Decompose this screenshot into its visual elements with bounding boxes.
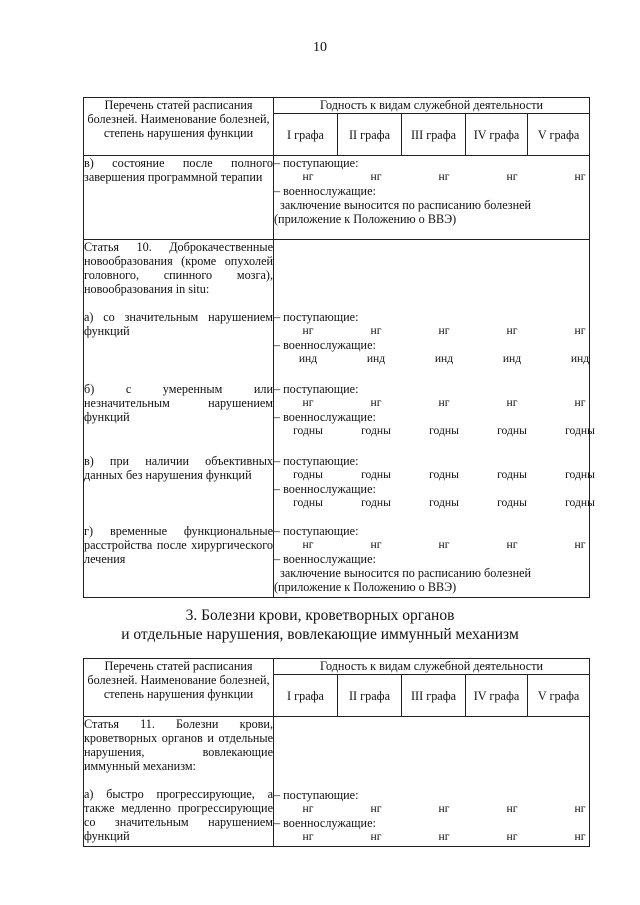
- value-cell: нг: [302, 396, 314, 409]
- value-cell: годны: [429, 496, 459, 509]
- value-cell: нг: [506, 830, 518, 843]
- military-label: – военнослужащие:: [274, 816, 376, 830]
- value-cell: годны: [361, 468, 391, 481]
- value-cell: нг: [438, 396, 450, 409]
- value-cell: инд: [298, 352, 318, 365]
- value-cell: нг: [370, 170, 382, 183]
- entrants-label: – поступающие:: [274, 382, 359, 396]
- header-col-2: II графа: [338, 675, 402, 717]
- article-10-item-v: в) при наличии объективных данных без нарушения функций: [84, 454, 273, 482]
- value-cell: нг: [574, 802, 586, 815]
- value-cell: годны: [293, 496, 323, 509]
- header-col-3: III графа: [402, 114, 466, 156]
- value-cell: нг: [506, 538, 518, 551]
- value-cell: нг: [370, 830, 382, 843]
- table-row: [84, 156, 590, 240]
- section-heading-line2: и отдельные нарушения, вовлекающие иммунный механизм: [121, 626, 519, 643]
- value-cell: нг: [370, 802, 382, 815]
- value-cell: годны: [497, 496, 527, 509]
- entrants-label: – поступающие:: [274, 788, 359, 802]
- value-cell: нг: [302, 170, 314, 183]
- value-cell: нг: [574, 830, 586, 843]
- list-item: [274, 382, 595, 454]
- value-cell: инд: [502, 352, 522, 365]
- entrants-label: – поступающие:: [274, 524, 359, 538]
- entrants-label: – поступающие:: [274, 310, 359, 324]
- value-cell: годны: [293, 468, 323, 481]
- note-line: (приложение к Положению о ВВЭ): [274, 580, 457, 594]
- list-item: [274, 310, 589, 382]
- value-cell: инд: [434, 352, 454, 365]
- header-col-5: V графа: [528, 675, 590, 717]
- value-cell: нг: [370, 324, 382, 337]
- value-cell: годны: [429, 468, 459, 481]
- value-cell: нг: [302, 324, 314, 337]
- value-cell: нг: [506, 396, 518, 409]
- value-cell: нг: [302, 802, 314, 815]
- value-cell: нг: [574, 324, 586, 337]
- military-label: – военнослужащие:: [274, 410, 376, 424]
- value-cell: годны: [565, 468, 595, 481]
- value-cell: нг: [302, 830, 314, 843]
- header-left-cell: Перечень статей расписания болезней. Наименование болезней, степень нарушения функции: [84, 98, 274, 156]
- entrants-values: [274, 170, 589, 184]
- military-label: – военнослужащие:: [274, 482, 376, 496]
- article-10-title: Статья 10. Доброкачественные новообразования (кроме опухолей головного, спинного мозга), новообразования in situ:: [84, 240, 273, 296]
- fitness-table-1: [83, 97, 595, 598]
- header-col-4: IV графа: [466, 114, 528, 156]
- value-cell: годны: [361, 496, 391, 509]
- section-heading-line1: 3. Болезни крови, кроветворных органов: [185, 607, 455, 624]
- value-cell: нг: [574, 538, 586, 551]
- note-line: (приложение к Положению о ВВЭ): [274, 212, 457, 226]
- value-cell: нг: [302, 538, 314, 551]
- note-line: заключение выносится по расписанию болезней: [280, 198, 532, 212]
- value-cell: нг: [438, 830, 450, 843]
- military-label: – военнослужащие:: [274, 184, 376, 198]
- value-cell: нг: [370, 538, 382, 551]
- value-cell: нг: [574, 396, 586, 409]
- military-label: – военнослужащие:: [274, 338, 376, 352]
- header-left-cell: Перечень статей расписания болезней. Наименование болезней, степень нарушения функции: [84, 659, 274, 717]
- fitness-table-2: [83, 658, 590, 847]
- value-cell: годны: [497, 468, 527, 481]
- value-cell: инд: [366, 352, 386, 365]
- value-cell: годны: [497, 424, 527, 437]
- header-fitness-title: Годность к видам служебной деятельности: [274, 98, 590, 114]
- header-col-4: IV графа: [466, 675, 528, 717]
- entrants-label: – поступающие:: [274, 454, 359, 468]
- value-cell: нг: [506, 170, 518, 183]
- article-11-item-a: а) быстро прогрессирующие, а также медленно прогрессирующие со значительным нарушением функций: [84, 787, 273, 843]
- value-cell: нг: [438, 324, 450, 337]
- header-col-3: III графа: [402, 675, 466, 717]
- article-11-title: Статья 11. Болезни крови, кроветворных органов и отдельные нарушения, вовлекающие иммунный механизм:: [84, 717, 273, 773]
- value-cell: нг: [438, 538, 450, 551]
- value-cell: нг: [438, 802, 450, 815]
- value-cell: годны: [361, 424, 391, 437]
- note-line: заключение выносится по расписанию болезней: [280, 566, 532, 580]
- list-item: [274, 524, 589, 594]
- value-cell: годны: [565, 424, 595, 437]
- article-10-item-a: а) со значительным нарушением функций: [84, 310, 273, 338]
- article-10-item-b: б) с умеренным или незначительным нарушением функций: [84, 382, 273, 424]
- header-col-1: I графа: [274, 675, 338, 717]
- value-cell: нг: [438, 170, 450, 183]
- value-cell: нг: [574, 170, 586, 183]
- header-col-2: II графа: [338, 114, 402, 156]
- value-cell: нг: [506, 324, 518, 337]
- value-cell: нг: [506, 802, 518, 815]
- value-cell: годны: [565, 496, 595, 509]
- page-number: 10: [313, 40, 327, 55]
- table-row: [84, 240, 590, 598]
- header-fitness-title: Годность к видам служебной деятельности: [274, 659, 590, 675]
- entrants-label: – поступающие:: [274, 156, 359, 170]
- table-row: [84, 717, 590, 847]
- list-item: [274, 454, 595, 524]
- article-10-item-g: г) временные функциональные расстройства после хирургического лечения: [84, 524, 273, 566]
- value-cell: инд: [570, 352, 590, 365]
- row-v-left: в) состояние после полного завершения программной терапии: [84, 156, 273, 184]
- header-col-5: V графа: [528, 114, 590, 156]
- value-cell: годны: [429, 424, 459, 437]
- military-label: – военнослужащие:: [274, 552, 376, 566]
- value-cell: годны: [293, 424, 323, 437]
- value-cell: нг: [370, 396, 382, 409]
- header-col-1: I графа: [274, 114, 338, 156]
